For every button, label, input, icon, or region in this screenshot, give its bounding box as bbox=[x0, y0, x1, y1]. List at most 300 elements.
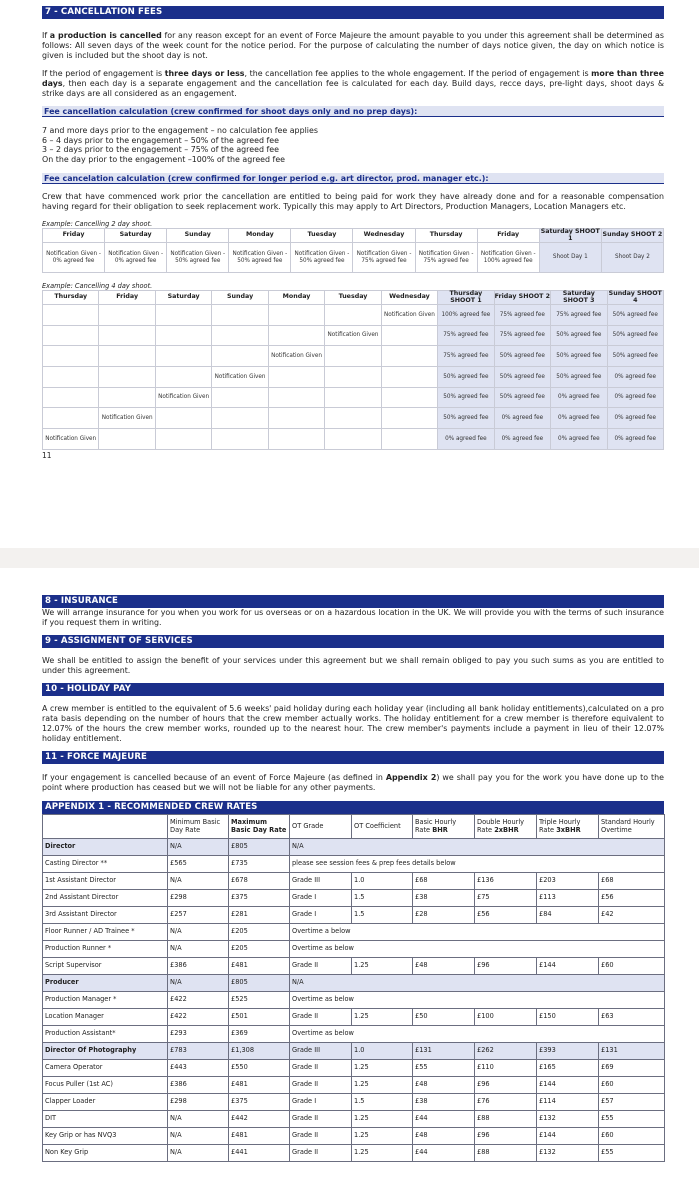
example-header-cell: Saturday bbox=[105, 229, 167, 243]
crew-role: Camera Operator bbox=[43, 1060, 168, 1077]
example-cell: 75% agreed fee bbox=[494, 305, 550, 326]
crew-rate-row bbox=[43, 992, 665, 1009]
standard-overtime: £60 bbox=[599, 958, 665, 975]
ot-coefficient: 1.25 bbox=[352, 1111, 413, 1128]
text-run: ) we shall pay you for the work you have done up to the point where production has ceased but we will not be liable for any other payments. bbox=[42, 773, 664, 792]
example-cell bbox=[268, 387, 324, 408]
header-ot-coefficient: OT Coefficient bbox=[352, 815, 413, 839]
standard-overtime: £42 bbox=[599, 907, 665, 924]
triple-hourly-rate: £132 bbox=[537, 1145, 599, 1162]
min-day-rate: £298 bbox=[168, 1094, 229, 1111]
double-hourly-rate: £88 bbox=[475, 1111, 537, 1128]
min-day-rate: £386 bbox=[168, 1077, 229, 1094]
double-hourly-rate: £88 bbox=[475, 1145, 537, 1162]
header-standard-overtime: Standard Hourly Overtime bbox=[599, 815, 665, 839]
example-cell: 0% agreed fee bbox=[607, 367, 663, 388]
min-day-rate: N/A bbox=[168, 975, 229, 992]
max-day-rate: £369 bbox=[229, 1026, 290, 1043]
ot-coefficient: 1.25 bbox=[352, 1128, 413, 1145]
example-cell: Shoot Day 2 bbox=[601, 243, 663, 273]
basic-hourly-rate: £48 bbox=[413, 1128, 475, 1145]
min-day-rate: £298 bbox=[168, 890, 229, 907]
min-day-rate: £386 bbox=[168, 958, 229, 975]
example-cell: Notification Given - 75% agreed fee bbox=[415, 243, 477, 273]
example-cell bbox=[381, 387, 437, 408]
example-header-cell: Sunday SHOOT 2 bbox=[601, 229, 663, 243]
triple-hourly-rate: £144 bbox=[537, 1077, 599, 1094]
example-cell: Notification Given - 50% agreed fee bbox=[291, 243, 353, 273]
max-day-rate: £205 bbox=[229, 941, 290, 958]
example-cell bbox=[325, 346, 381, 367]
rate-note: N/A bbox=[290, 975, 665, 992]
double-hourly-rate: £56 bbox=[475, 907, 537, 924]
example-cell: 0% agreed fee bbox=[551, 429, 607, 450]
example-cell bbox=[155, 429, 211, 450]
rate-note: N/A bbox=[290, 839, 665, 856]
basic-hourly-rate: £38 bbox=[413, 1094, 475, 1111]
max-day-rate: £1,308 bbox=[229, 1043, 290, 1060]
example-header-cell: Saturday SHOOT 3 bbox=[551, 291, 607, 305]
ot-coefficient: 1.25 bbox=[352, 1077, 413, 1094]
crew-rate-row bbox=[43, 958, 665, 975]
ot-coefficient: 1.0 bbox=[352, 1043, 413, 1060]
text-run: Double Hourly Rate bbox=[477, 818, 525, 834]
example-cell: Notification Given bbox=[99, 408, 155, 429]
section-heading-insurance: 8 - INSURANCE bbox=[42, 595, 664, 608]
ot-coefficient: 1.5 bbox=[352, 907, 413, 924]
text-run: Triple Hourly Rate bbox=[539, 818, 581, 834]
example-cell: 50% agreed fee bbox=[438, 387, 494, 408]
example-header-cell: Wednesday bbox=[353, 229, 415, 243]
basic-hourly-rate: £50 bbox=[413, 1009, 475, 1026]
min-day-rate: £422 bbox=[168, 1009, 229, 1026]
example-cell: 50% agreed fee bbox=[438, 408, 494, 429]
section-heading-assignment: 9 - ASSIGNMENT OF SERVICES bbox=[42, 635, 664, 648]
min-day-rate: £293 bbox=[168, 1026, 229, 1043]
example-cell: Notification Given bbox=[43, 429, 99, 450]
example-cell: Notification Given bbox=[325, 325, 381, 346]
example-header-cell: Monday bbox=[268, 291, 324, 305]
double-hourly-rate: £75 bbox=[475, 890, 537, 907]
standard-overtime: £60 bbox=[599, 1128, 665, 1145]
example-cell bbox=[99, 387, 155, 408]
example-caption-2-day: Example: Cancelling 2 day shoot. bbox=[42, 220, 153, 228]
example-cell: 0% agreed fee bbox=[607, 429, 663, 450]
double-hourly-rate: £100 bbox=[475, 1009, 537, 1026]
header-min-rate: Minimum Basic Day Rate bbox=[168, 815, 229, 839]
crew-role: Production Runner * bbox=[43, 941, 168, 958]
triple-hourly-rate: £144 bbox=[537, 1128, 599, 1145]
example-cell: 0% agreed fee bbox=[607, 408, 663, 429]
example-cell bbox=[381, 346, 437, 367]
triple-hourly-rate: £144 bbox=[537, 958, 599, 975]
standard-overtime: £55 bbox=[599, 1145, 665, 1162]
crew-rate-row bbox=[43, 907, 665, 924]
standard-overtime: £68 bbox=[599, 873, 665, 890]
example-cell: 0% agreed fee bbox=[438, 429, 494, 450]
example-cell: 0% agreed fee bbox=[551, 408, 607, 429]
crew-rate-row bbox=[43, 1026, 665, 1043]
text-run: If bbox=[42, 31, 50, 40]
header-double-hourly bbox=[475, 815, 537, 839]
triple-hourly-rate: £132 bbox=[537, 1111, 599, 1128]
section-heading-appendix-1: APPENDIX 1 - RECOMMENDED CREW RATES bbox=[42, 801, 664, 814]
page-number: 11 bbox=[42, 450, 52, 460]
text-run: If the period of engagement is bbox=[42, 69, 165, 78]
example-cell: 50% agreed fee bbox=[551, 346, 607, 367]
example-cell bbox=[212, 429, 268, 450]
rate-note: Overtime a below bbox=[290, 924, 665, 941]
example-cell: Notification Given bbox=[212, 367, 268, 388]
rate-note: please see session fees & prep fees details below bbox=[290, 856, 665, 873]
example-cell: Notification Given - 50% agreed fee bbox=[167, 243, 229, 273]
max-day-rate: £501 bbox=[229, 1009, 290, 1026]
section-heading-holiday-pay: 10 - HOLIDAY PAY bbox=[42, 683, 664, 696]
example-cell bbox=[212, 408, 268, 429]
example-cell: 75% agreed fee bbox=[438, 325, 494, 346]
document-page-11 bbox=[0, 0, 699, 548]
crew-rate-row bbox=[43, 856, 665, 873]
header-triple-hourly bbox=[537, 815, 599, 839]
crew-role: Director Of Photography bbox=[43, 1043, 168, 1060]
example-cell bbox=[381, 367, 437, 388]
text-run-bold: three days or less bbox=[164, 69, 245, 78]
header-basic-hourly bbox=[413, 815, 475, 839]
max-day-rate: £481 bbox=[229, 1128, 290, 1145]
example-cell bbox=[325, 408, 381, 429]
cancellation-section bbox=[42, 6, 664, 460]
ot-grade: Grade II bbox=[290, 1060, 352, 1077]
example-cell bbox=[381, 408, 437, 429]
double-hourly-rate: £136 bbox=[475, 873, 537, 890]
standard-overtime: £55 bbox=[599, 1111, 665, 1128]
example-cell bbox=[43, 325, 99, 346]
fee-schedule-line: On the day prior to the engagement –100% of the agreed fee bbox=[42, 154, 286, 164]
text-run-bold: a production is cancelled bbox=[49, 31, 162, 40]
max-day-rate: £441 bbox=[229, 1145, 290, 1162]
example-header-cell: Sunday bbox=[212, 291, 268, 305]
basic-hourly-rate: £38 bbox=[413, 890, 475, 907]
example-cell bbox=[155, 367, 211, 388]
example-row bbox=[43, 325, 664, 346]
crew-role: Production Manager * bbox=[43, 992, 168, 1009]
example-cell bbox=[155, 305, 211, 326]
section-heading-cancellation: 7 - CANCELLATION FEES bbox=[42, 6, 664, 19]
document-page-12 bbox=[0, 568, 699, 1200]
triple-hourly-rate: £113 bbox=[537, 890, 599, 907]
crew-rates-header-row bbox=[43, 815, 665, 839]
min-day-rate: N/A bbox=[168, 873, 229, 890]
min-day-rate: N/A bbox=[168, 941, 229, 958]
example-cell bbox=[325, 429, 381, 450]
standard-overtime: £69 bbox=[599, 1060, 665, 1077]
crew-role: Floor Runner / AD Trainee * bbox=[43, 924, 168, 941]
rate-note: Overtime as below bbox=[290, 941, 665, 958]
min-day-rate: £783 bbox=[168, 1043, 229, 1060]
text-run-bold: BHR bbox=[432, 825, 448, 834]
text-run: , then each day is a separate engagement and the cancellation fee is calculated for each day. Build days, recce days, pre-light days, shoot days & strike days are all considered as an engagement. bbox=[42, 79, 664, 98]
header-ot-grade: OT Grade bbox=[290, 815, 352, 839]
example-cell: Notification Given - 50% agreed fee bbox=[229, 243, 291, 273]
max-day-rate: £678 bbox=[229, 873, 290, 890]
basic-hourly-rate: £44 bbox=[413, 1111, 475, 1128]
example-cell: 100% agreed fee bbox=[438, 305, 494, 326]
basic-hourly-rate: £55 bbox=[413, 1060, 475, 1077]
crew-role: Focus Puller (1st AC) bbox=[43, 1077, 168, 1094]
example-cell bbox=[381, 429, 437, 450]
max-day-rate: £525 bbox=[229, 992, 290, 1009]
example-cell: 0% agreed fee bbox=[494, 408, 550, 429]
min-day-rate: N/A bbox=[168, 1128, 229, 1145]
ot-grade: Grade III bbox=[290, 1043, 352, 1060]
fee-schedule-list bbox=[42, 126, 664, 164]
min-day-rate: N/A bbox=[168, 1111, 229, 1128]
min-day-rate: £422 bbox=[168, 992, 229, 1009]
example-cell bbox=[155, 325, 211, 346]
example-header-cell: Friday bbox=[43, 229, 105, 243]
crew-rate-row bbox=[43, 941, 665, 958]
min-day-rate: £565 bbox=[168, 856, 229, 873]
triple-hourly-rate: £150 bbox=[537, 1009, 599, 1026]
example-cell: Notification Given - 100% agreed fee bbox=[477, 243, 539, 273]
page-gap bbox=[0, 548, 699, 568]
example-cell bbox=[155, 346, 211, 367]
text-run-bold: Appendix 2 bbox=[385, 773, 437, 782]
crew-rate-row bbox=[43, 1128, 665, 1145]
ot-coefficient: 1.5 bbox=[352, 890, 413, 907]
triple-hourly-rate: £84 bbox=[537, 907, 599, 924]
example-cell: 50% agreed fee bbox=[551, 367, 607, 388]
crew-role: 3rd Assistant Director bbox=[43, 907, 168, 924]
double-hourly-rate: £110 bbox=[475, 1060, 537, 1077]
crew-role: Non Key Grip bbox=[43, 1145, 168, 1162]
ot-coefficient: 1.25 bbox=[352, 1009, 413, 1026]
subheading-longer-period: Fee cancelation calculation (crew confirmed for longer period e.g. art director, prod. manager etc.): bbox=[42, 173, 664, 184]
max-day-rate: £281 bbox=[229, 907, 290, 924]
standard-overtime: £131 bbox=[599, 1043, 665, 1060]
example-cell bbox=[325, 367, 381, 388]
triple-hourly-rate: £203 bbox=[537, 873, 599, 890]
example-header-cell: Saturday bbox=[155, 291, 211, 305]
ot-grade: Grade III bbox=[290, 873, 352, 890]
crew-rate-row bbox=[43, 1145, 665, 1162]
max-day-rate: £481 bbox=[229, 1077, 290, 1094]
basic-hourly-rate: £44 bbox=[413, 1145, 475, 1162]
double-hourly-rate: £96 bbox=[475, 1077, 537, 1094]
example-cell: 75% agreed fee bbox=[494, 325, 550, 346]
example-header-cell: Thursday SHOOT 1 bbox=[438, 291, 494, 305]
example-cell: Notification Given - 0% agreed fee bbox=[105, 243, 167, 273]
ot-grade: Grade I bbox=[290, 1094, 352, 1111]
example-cell bbox=[212, 387, 268, 408]
max-day-rate: £805 bbox=[229, 839, 290, 856]
min-day-rate: N/A bbox=[168, 839, 229, 856]
max-day-rate: £375 bbox=[229, 890, 290, 907]
example-cell bbox=[99, 367, 155, 388]
example-cell: 50% agreed fee bbox=[438, 367, 494, 388]
standard-overtime: £56 bbox=[599, 890, 665, 907]
example-cell bbox=[99, 429, 155, 450]
max-day-rate: £205 bbox=[229, 924, 290, 941]
basic-hourly-rate: £48 bbox=[413, 1077, 475, 1094]
holiday-pay-text: A crew member is entitled to the equivalent of 5.6 weeks' paid holiday during each holiday year (including all bank holiday entitlements),calculated on a pro rata basis depending on the number of hours that the crew member actually works. The holiday entitlement for a crew member is therefore equivalent to 12.07% of the hours the crew member works, rounded up to the nearest hour. The crew member's payments include a payment in lieu of their 12.07% holiday entitlement. bbox=[42, 704, 664, 743]
example-cell bbox=[268, 408, 324, 429]
subheading-shoot-days-only: Fee cancellation calculation (crew confirmed for shoot days only and no prep days): bbox=[42, 106, 664, 117]
example-cell bbox=[212, 305, 268, 326]
fee-schedule-line: 7 and more days prior to the engagement – no calculation fee applies bbox=[42, 126, 318, 135]
example-header-cell: Friday bbox=[477, 229, 539, 243]
crew-rate-row bbox=[43, 890, 665, 907]
example-row bbox=[43, 305, 664, 326]
example-row bbox=[43, 387, 664, 408]
example-cell bbox=[99, 325, 155, 346]
crew-rate-row bbox=[43, 839, 665, 856]
text-run: If your engagement is cancelled because of an event of Force Majeure (as defined in bbox=[42, 773, 386, 782]
example-cell: 50% agreed fee bbox=[607, 305, 663, 326]
header-role bbox=[43, 815, 168, 839]
header-max-rate: Maximum Basic Day Rate bbox=[229, 815, 290, 839]
text-run-bold: 2xBHR bbox=[494, 825, 519, 834]
triple-hourly-rate: £114 bbox=[537, 1094, 599, 1111]
ot-grade: Grade II bbox=[290, 958, 352, 975]
example-cell bbox=[325, 387, 381, 408]
crew-rate-row bbox=[43, 975, 665, 992]
ot-coefficient: 1.5 bbox=[352, 1094, 413, 1111]
insurance-text: We will arrange insurance for you when you work for us overseas or on a hazardous location in the UK. We will provide you with the terms of such insurance if you request them in writing. bbox=[42, 608, 664, 627]
ot-coefficient: 1.25 bbox=[352, 958, 413, 975]
min-day-rate: £443 bbox=[168, 1060, 229, 1077]
example-cell: 50% agreed fee bbox=[494, 367, 550, 388]
example-table-4-day-shoot bbox=[42, 290, 664, 450]
example-cell: 50% agreed fee bbox=[494, 387, 550, 408]
example-cell: 50% agreed fee bbox=[607, 325, 663, 346]
example-header-cell: Monday bbox=[229, 229, 291, 243]
max-day-rate: £481 bbox=[229, 958, 290, 975]
example-cell bbox=[99, 305, 155, 326]
example-cell bbox=[268, 429, 324, 450]
crew-rate-row bbox=[43, 1043, 665, 1060]
crew-role: 1st Assistant Director bbox=[43, 873, 168, 890]
crew-rate-row bbox=[43, 1094, 665, 1111]
basic-hourly-rate: £68 bbox=[413, 873, 475, 890]
example-table-2-day-shoot bbox=[42, 228, 664, 273]
crew-rate-row bbox=[43, 873, 665, 890]
min-day-rate: N/A bbox=[168, 924, 229, 941]
text-run: for any reason except for an event of Force Majeure the amount payable to you under this agreement shall be determined as follows: All seven days of the week count for the notice period. For the purpose of calculating the number of days notice given, the day on which notice is given is included but the shoot day is not. bbox=[42, 31, 664, 60]
crew-role: Casting Director ** bbox=[43, 856, 168, 873]
example-row bbox=[43, 429, 664, 450]
max-day-rate: £550 bbox=[229, 1060, 290, 1077]
example-cell bbox=[43, 367, 99, 388]
example-cell: Notification Given bbox=[381, 305, 437, 326]
example-cell bbox=[268, 305, 324, 326]
example-cell bbox=[268, 367, 324, 388]
example-caption-4-day: Example: Cancelling 4 day shoot. bbox=[42, 282, 153, 290]
example-header-cell: Tuesday bbox=[291, 229, 353, 243]
triple-hourly-rate: £393 bbox=[537, 1043, 599, 1060]
double-hourly-rate: £262 bbox=[475, 1043, 537, 1060]
example-cell: Notification Given bbox=[155, 387, 211, 408]
text-run-bold: more than three days bbox=[42, 69, 664, 88]
double-hourly-rate: £96 bbox=[475, 1128, 537, 1145]
crew-role: Producer bbox=[43, 975, 168, 992]
ot-grade: Grade II bbox=[290, 1009, 352, 1026]
example-cell bbox=[43, 305, 99, 326]
example-header-cell: Thursday bbox=[43, 291, 99, 305]
example-header-cell: Sunday bbox=[167, 229, 229, 243]
example-header-cell: Sunday SHOOT 4 bbox=[608, 290, 662, 304]
example-cell: 50% agreed fee bbox=[551, 325, 607, 346]
example-cell bbox=[43, 387, 99, 408]
rate-note: Overtime as below bbox=[290, 1026, 665, 1043]
standard-overtime: £63 bbox=[599, 1009, 665, 1026]
max-day-rate: £735 bbox=[229, 856, 290, 873]
ot-coefficient: 1.25 bbox=[352, 1060, 413, 1077]
page-12-content bbox=[42, 595, 664, 1162]
crew-role: Script Supervisor bbox=[43, 958, 168, 975]
cancellation-paragraph-3: Crew that have commenced work prior the cancellation are entitled to being paid for work they have already done and for a reasonable compensation having regard for their obligation to seek replacement work. Typically this may apply to Art Directors, Production Managers, Location Managers etc. bbox=[42, 192, 664, 211]
example-row bbox=[43, 408, 664, 429]
crew-role: Clapper Loader bbox=[43, 1094, 168, 1111]
example-header-cell: Saturday SHOOT 1 bbox=[540, 228, 600, 242]
fee-schedule-line: 3 – 2 days prior to the engagement – 75% of the agreed fee bbox=[42, 145, 279, 154]
ot-coefficient: 1.0 bbox=[352, 873, 413, 890]
crew-role: Location Manager bbox=[43, 1009, 168, 1026]
basic-hourly-rate: £131 bbox=[413, 1043, 475, 1060]
example-header-cell: Friday bbox=[99, 291, 155, 305]
text-run-bold: 3xBHR bbox=[556, 825, 581, 834]
example-cell bbox=[325, 305, 381, 326]
ot-coefficient: 1.25 bbox=[352, 1145, 413, 1162]
example-header-cell: Wednesday bbox=[381, 291, 437, 305]
example-cell bbox=[212, 325, 268, 346]
example-cell: 75% agreed fee bbox=[438, 346, 494, 367]
crew-role: DIT bbox=[43, 1111, 168, 1128]
standard-overtime: £57 bbox=[599, 1094, 665, 1111]
example-cell: 0% agreed fee bbox=[607, 387, 663, 408]
example-cell bbox=[268, 325, 324, 346]
crew-role: Director bbox=[43, 839, 168, 856]
standard-overtime: £60 bbox=[599, 1077, 665, 1094]
section-heading-force-majeure: 11 - FORCE MAJEURE bbox=[42, 751, 664, 764]
ot-grade: Grade II bbox=[290, 1128, 352, 1145]
crew-rate-row bbox=[43, 1009, 665, 1026]
example-cell bbox=[381, 325, 437, 346]
example-cell bbox=[212, 346, 268, 367]
max-day-rate: £442 bbox=[229, 1111, 290, 1128]
crew-rates-table bbox=[42, 814, 665, 1162]
cancellation-paragraph-1 bbox=[42, 31, 664, 61]
ot-grade: Grade II bbox=[290, 1077, 352, 1094]
example-header-cell: Thursday bbox=[415, 229, 477, 243]
double-hourly-rate: £96 bbox=[475, 958, 537, 975]
crew-rate-row bbox=[43, 1060, 665, 1077]
example-row bbox=[43, 367, 664, 388]
example-cell: Notification Given bbox=[268, 346, 324, 367]
basic-hourly-rate: £28 bbox=[413, 907, 475, 924]
assignment-text: We shall be entitled to assign the benefit of your services under this agreement but we shall remain obliged to pay you such sums as you are entitled to under this agreement. bbox=[42, 656, 664, 675]
example-cell bbox=[99, 346, 155, 367]
example-header-cell: Friday SHOOT 2 bbox=[494, 291, 550, 305]
example-cell: 50% agreed fee bbox=[607, 346, 663, 367]
ot-grade: Grade II bbox=[290, 1145, 352, 1162]
ot-grade: Grade I bbox=[290, 890, 352, 907]
example-cell: 50% agreed fee bbox=[494, 346, 550, 367]
triple-hourly-rate: £165 bbox=[537, 1060, 599, 1077]
fee-schedule-line: 6 – 4 days prior to the engagement – 50% of the agreed fee bbox=[42, 135, 279, 145]
basic-hourly-rate: £48 bbox=[413, 958, 475, 975]
example-cell bbox=[155, 408, 211, 429]
